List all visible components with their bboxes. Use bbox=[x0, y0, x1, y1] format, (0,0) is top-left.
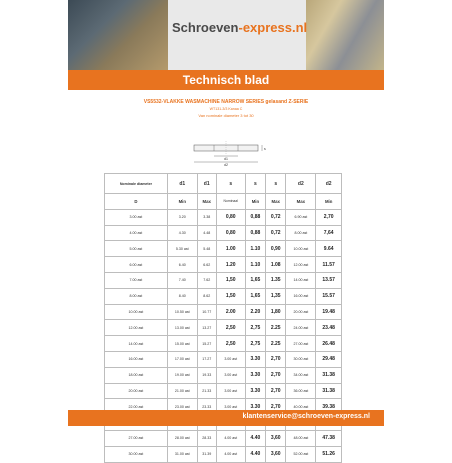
table-cell: 2,70 bbox=[266, 383, 286, 399]
table-cell: 2.25 bbox=[266, 320, 286, 336]
table-cell: 1.35 bbox=[266, 272, 286, 288]
table-cell: 14.00 ast bbox=[286, 272, 316, 288]
table-cell: 15.27 bbox=[197, 336, 216, 352]
table-row bbox=[105, 367, 342, 383]
table-cell: 51.26 bbox=[316, 446, 342, 462]
table-cell: 2.00 bbox=[216, 304, 245, 320]
table-row bbox=[105, 383, 342, 399]
tools-photo bbox=[68, 0, 168, 70]
table-cell: 5.30 ast bbox=[167, 241, 197, 257]
table-cell: 10.50 ast bbox=[167, 304, 197, 320]
table-cell: 3.38 bbox=[197, 209, 216, 225]
table-cell: 4.40 bbox=[245, 430, 265, 446]
table-cell: 19.00 ast bbox=[167, 367, 197, 383]
table-cell: 21.33 bbox=[197, 383, 216, 399]
table-cell: 3.00 ast bbox=[216, 399, 245, 415]
table-cell: 2,75 bbox=[245, 336, 265, 352]
table-cell: 5.00 ast bbox=[105, 241, 168, 257]
table-cell: 8.00 ast bbox=[286, 225, 316, 241]
table-cell: 19.48 bbox=[316, 304, 342, 320]
table-cell: 6.00 ast bbox=[105, 257, 168, 273]
table-row bbox=[105, 336, 342, 352]
table-cell: 6.62 bbox=[197, 257, 216, 273]
table-cell: 20.00 ast bbox=[286, 304, 316, 320]
logo-accent-text: -express.nl bbox=[238, 20, 308, 35]
table-cell: 0,88 bbox=[245, 209, 265, 225]
title-banner bbox=[68, 70, 384, 90]
table-row bbox=[105, 225, 342, 241]
table-cell: 4.40 bbox=[245, 446, 265, 462]
table-cell: 29.48 bbox=[316, 351, 342, 367]
table-cell: 36.00 ast bbox=[286, 383, 316, 399]
table-cell: 1.00 bbox=[216, 241, 245, 257]
table-cell: 1.20 bbox=[216, 257, 245, 273]
table-row bbox=[105, 241, 342, 257]
table-cell: 1,35 bbox=[266, 288, 286, 304]
table-cell: 1,80 bbox=[266, 304, 286, 320]
table-cell: 52.00 ast bbox=[286, 446, 316, 462]
table-cell: 47.38 bbox=[316, 430, 342, 446]
table-cell: 31.38 bbox=[316, 383, 342, 399]
table-cell: 7,64 bbox=[316, 225, 342, 241]
table-row bbox=[105, 320, 342, 336]
table-cell: 28.00 ast bbox=[167, 430, 197, 446]
table-cell: 23.48 bbox=[316, 320, 342, 336]
table-cell: 0,72 bbox=[266, 225, 286, 241]
table-header-cell: Nominale diameter bbox=[105, 174, 168, 194]
table-cell: 24.00 ast bbox=[286, 320, 316, 336]
table-cell: 5.48 bbox=[197, 241, 216, 257]
table-row bbox=[105, 430, 342, 446]
logo-main-text: Schroeven bbox=[172, 20, 239, 35]
table-subheader-cell: Max bbox=[197, 194, 216, 210]
table-cell: 23.33 bbox=[197, 399, 216, 415]
table-cell: 20.00 ast bbox=[105, 383, 168, 399]
table-cell: 10.00 ast bbox=[105, 304, 168, 320]
table-cell: 0,80 bbox=[216, 225, 245, 241]
product-range: Van nominale diameter 3 tot 30 bbox=[198, 113, 254, 118]
table-header-cell: d2 bbox=[316, 174, 342, 194]
table-subheader-cell: Nominaal bbox=[216, 194, 245, 210]
table-cell: 6.90 ast bbox=[286, 209, 316, 225]
table-cell: 2.20 bbox=[245, 304, 265, 320]
table-cell: 22.00 ast bbox=[105, 399, 168, 415]
table-cell: 16.00 ast bbox=[105, 351, 168, 367]
table-subheader-cell: Min bbox=[316, 194, 342, 210]
table-cell: 3,60 bbox=[266, 446, 286, 462]
table-cell: 8.00 ast bbox=[105, 288, 168, 304]
table-row bbox=[105, 304, 342, 320]
table-row bbox=[105, 288, 342, 304]
table-cell: 16.00 ast bbox=[286, 288, 316, 304]
table-cell: 2,50 bbox=[216, 336, 245, 352]
table-subheader-cell: Max bbox=[286, 194, 316, 210]
table-cell: 31.39 bbox=[197, 446, 216, 462]
table-cell: 13.27 bbox=[197, 320, 216, 336]
table-header-cell: s bbox=[245, 174, 265, 194]
table-cell: 48.00 ast bbox=[286, 430, 316, 446]
table-subheader-cell: Min bbox=[245, 194, 265, 210]
table-cell: 0,90 bbox=[266, 241, 286, 257]
table-cell: 17.00 ast bbox=[167, 351, 197, 367]
table-cell: 7.62 bbox=[197, 272, 216, 288]
table-cell: 3.00 ast bbox=[105, 209, 168, 225]
table-cell: 3.00 ast bbox=[216, 351, 245, 367]
table-cell: 34.00 ast bbox=[286, 367, 316, 383]
table-cell: 18.00 ast bbox=[105, 367, 168, 383]
table-cell: 26.48 bbox=[316, 336, 342, 352]
table-cell: 13.00 ast bbox=[167, 320, 197, 336]
s-label: s bbox=[264, 147, 266, 151]
table-cell: 12.00 ast bbox=[286, 257, 316, 273]
table-row bbox=[105, 209, 342, 225]
table-header-row bbox=[105, 174, 342, 194]
table-cell: 3,60 bbox=[266, 430, 286, 446]
table-cell: 3.30 bbox=[245, 367, 265, 383]
footer-bar bbox=[68, 410, 384, 426]
table-cell: 0,88 bbox=[245, 225, 265, 241]
table-header-cell: d2 bbox=[286, 174, 316, 194]
table-header-cell: s bbox=[266, 174, 286, 194]
table-cell: 30.00 ast bbox=[286, 351, 316, 367]
table-cell: 23.00 ast bbox=[167, 399, 197, 415]
table-cell: 4.30 bbox=[167, 225, 197, 241]
table-cell: 39.38 bbox=[316, 399, 342, 415]
table-cell: 3.30 bbox=[245, 383, 265, 399]
table-cell: 14.00 ast bbox=[105, 336, 168, 352]
table-cell: 1.08 bbox=[266, 257, 286, 273]
table-cell: 1,50 bbox=[216, 272, 245, 288]
banner-text: Technisch blad bbox=[182, 73, 270, 87]
table-cell: 31.00 ast bbox=[167, 446, 197, 462]
table-cell: 1.10 bbox=[245, 241, 265, 257]
table-cell: 1.10 bbox=[245, 257, 265, 273]
washer-diagram bbox=[186, 139, 266, 169]
table-cell: 15.57 bbox=[316, 288, 342, 304]
table-cell: 4.00 ast bbox=[216, 430, 245, 446]
table-cell: 31.38 bbox=[316, 367, 342, 383]
table-header-cell: d1 bbox=[167, 174, 197, 194]
product-title-block bbox=[68, 99, 384, 118]
table-cell: 1,50 bbox=[216, 288, 245, 304]
table-subheader-cell: D bbox=[105, 194, 168, 210]
table-subheader-row bbox=[105, 194, 342, 210]
table-cell: 1,65 bbox=[245, 272, 265, 288]
table-cell: 15.00 ast bbox=[167, 336, 197, 352]
table-cell: 10.00 ast bbox=[286, 241, 316, 257]
table-cell: 1,65 bbox=[245, 288, 265, 304]
table-cell: 4.48 bbox=[197, 225, 216, 241]
d2-label: d2 bbox=[224, 163, 228, 167]
table-cell: 2,75 bbox=[245, 320, 265, 336]
table-cell: 2,70 bbox=[266, 351, 286, 367]
table-cell: 0,72 bbox=[266, 209, 286, 225]
site-logo[interactable] bbox=[172, 20, 307, 35]
table-cell: 4.00 ast bbox=[105, 225, 168, 241]
table-header-cell: s bbox=[216, 174, 245, 194]
table-header-cell: d1 bbox=[197, 174, 216, 194]
table-cell: 3.00 ast bbox=[216, 383, 245, 399]
table-cell: 2.25 bbox=[266, 336, 286, 352]
screws-photo bbox=[306, 0, 384, 70]
d1-label: d1 bbox=[224, 157, 228, 161]
table-row bbox=[105, 446, 342, 462]
product-title: VS5532-VLAKKE WASMACHINE NARROW SERIES gelasand Z-SERIE bbox=[143, 99, 309, 105]
table-cell: 12.00 ast bbox=[105, 320, 168, 336]
product-standard: WT131-3/3 Kanaa C bbox=[209, 107, 243, 111]
table-cell: 7.00 ast bbox=[105, 272, 168, 288]
footer-email-link[interactable]: klantenservice@schroeven-express.nl bbox=[242, 413, 370, 420]
table-cell: 11.57 bbox=[316, 257, 342, 273]
table-cell: 2,50 bbox=[216, 320, 245, 336]
table-cell: 3.20 bbox=[167, 209, 197, 225]
table-cell: 2,70 bbox=[266, 367, 286, 383]
table-cell: 19.33 bbox=[197, 367, 216, 383]
table-cell: 40.00 ast bbox=[286, 399, 316, 415]
table-row bbox=[105, 257, 342, 273]
table-subheader-cell: Min bbox=[167, 194, 197, 210]
table-cell: 27.00 ast bbox=[105, 430, 168, 446]
table-cell: 8.62 bbox=[197, 288, 216, 304]
table-cell: 7.40 bbox=[167, 272, 197, 288]
table-cell: 2,70 bbox=[316, 209, 342, 225]
table-subheader-cell: Max bbox=[266, 194, 286, 210]
table-row bbox=[105, 351, 342, 367]
table-cell: 27.00 ast bbox=[286, 336, 316, 352]
table-cell: 3.00 ast bbox=[216, 367, 245, 383]
table-cell: 17.27 bbox=[197, 351, 216, 367]
table-cell: 3.30 bbox=[245, 351, 265, 367]
document-page bbox=[68, 0, 384, 458]
table-cell: 13.57 bbox=[316, 272, 342, 288]
table-row bbox=[105, 272, 342, 288]
table-cell: 8.40 bbox=[167, 288, 197, 304]
header bbox=[68, 0, 384, 70]
table-cell: 4.00 ast bbox=[216, 446, 245, 462]
table-cell: 3.30 bbox=[245, 399, 265, 415]
table-cell: 10.77 bbox=[197, 304, 216, 320]
table-cell: 28.33 bbox=[197, 430, 216, 446]
table-cell: 21.00 ast bbox=[167, 383, 197, 399]
table-cell: 6.40 bbox=[167, 257, 197, 273]
table-cell: 2,70 bbox=[266, 399, 286, 415]
table-cell: 30.00 ast bbox=[105, 446, 168, 462]
table-cell: 9.64 bbox=[316, 241, 342, 257]
table-cell: 0,80 bbox=[216, 209, 245, 225]
